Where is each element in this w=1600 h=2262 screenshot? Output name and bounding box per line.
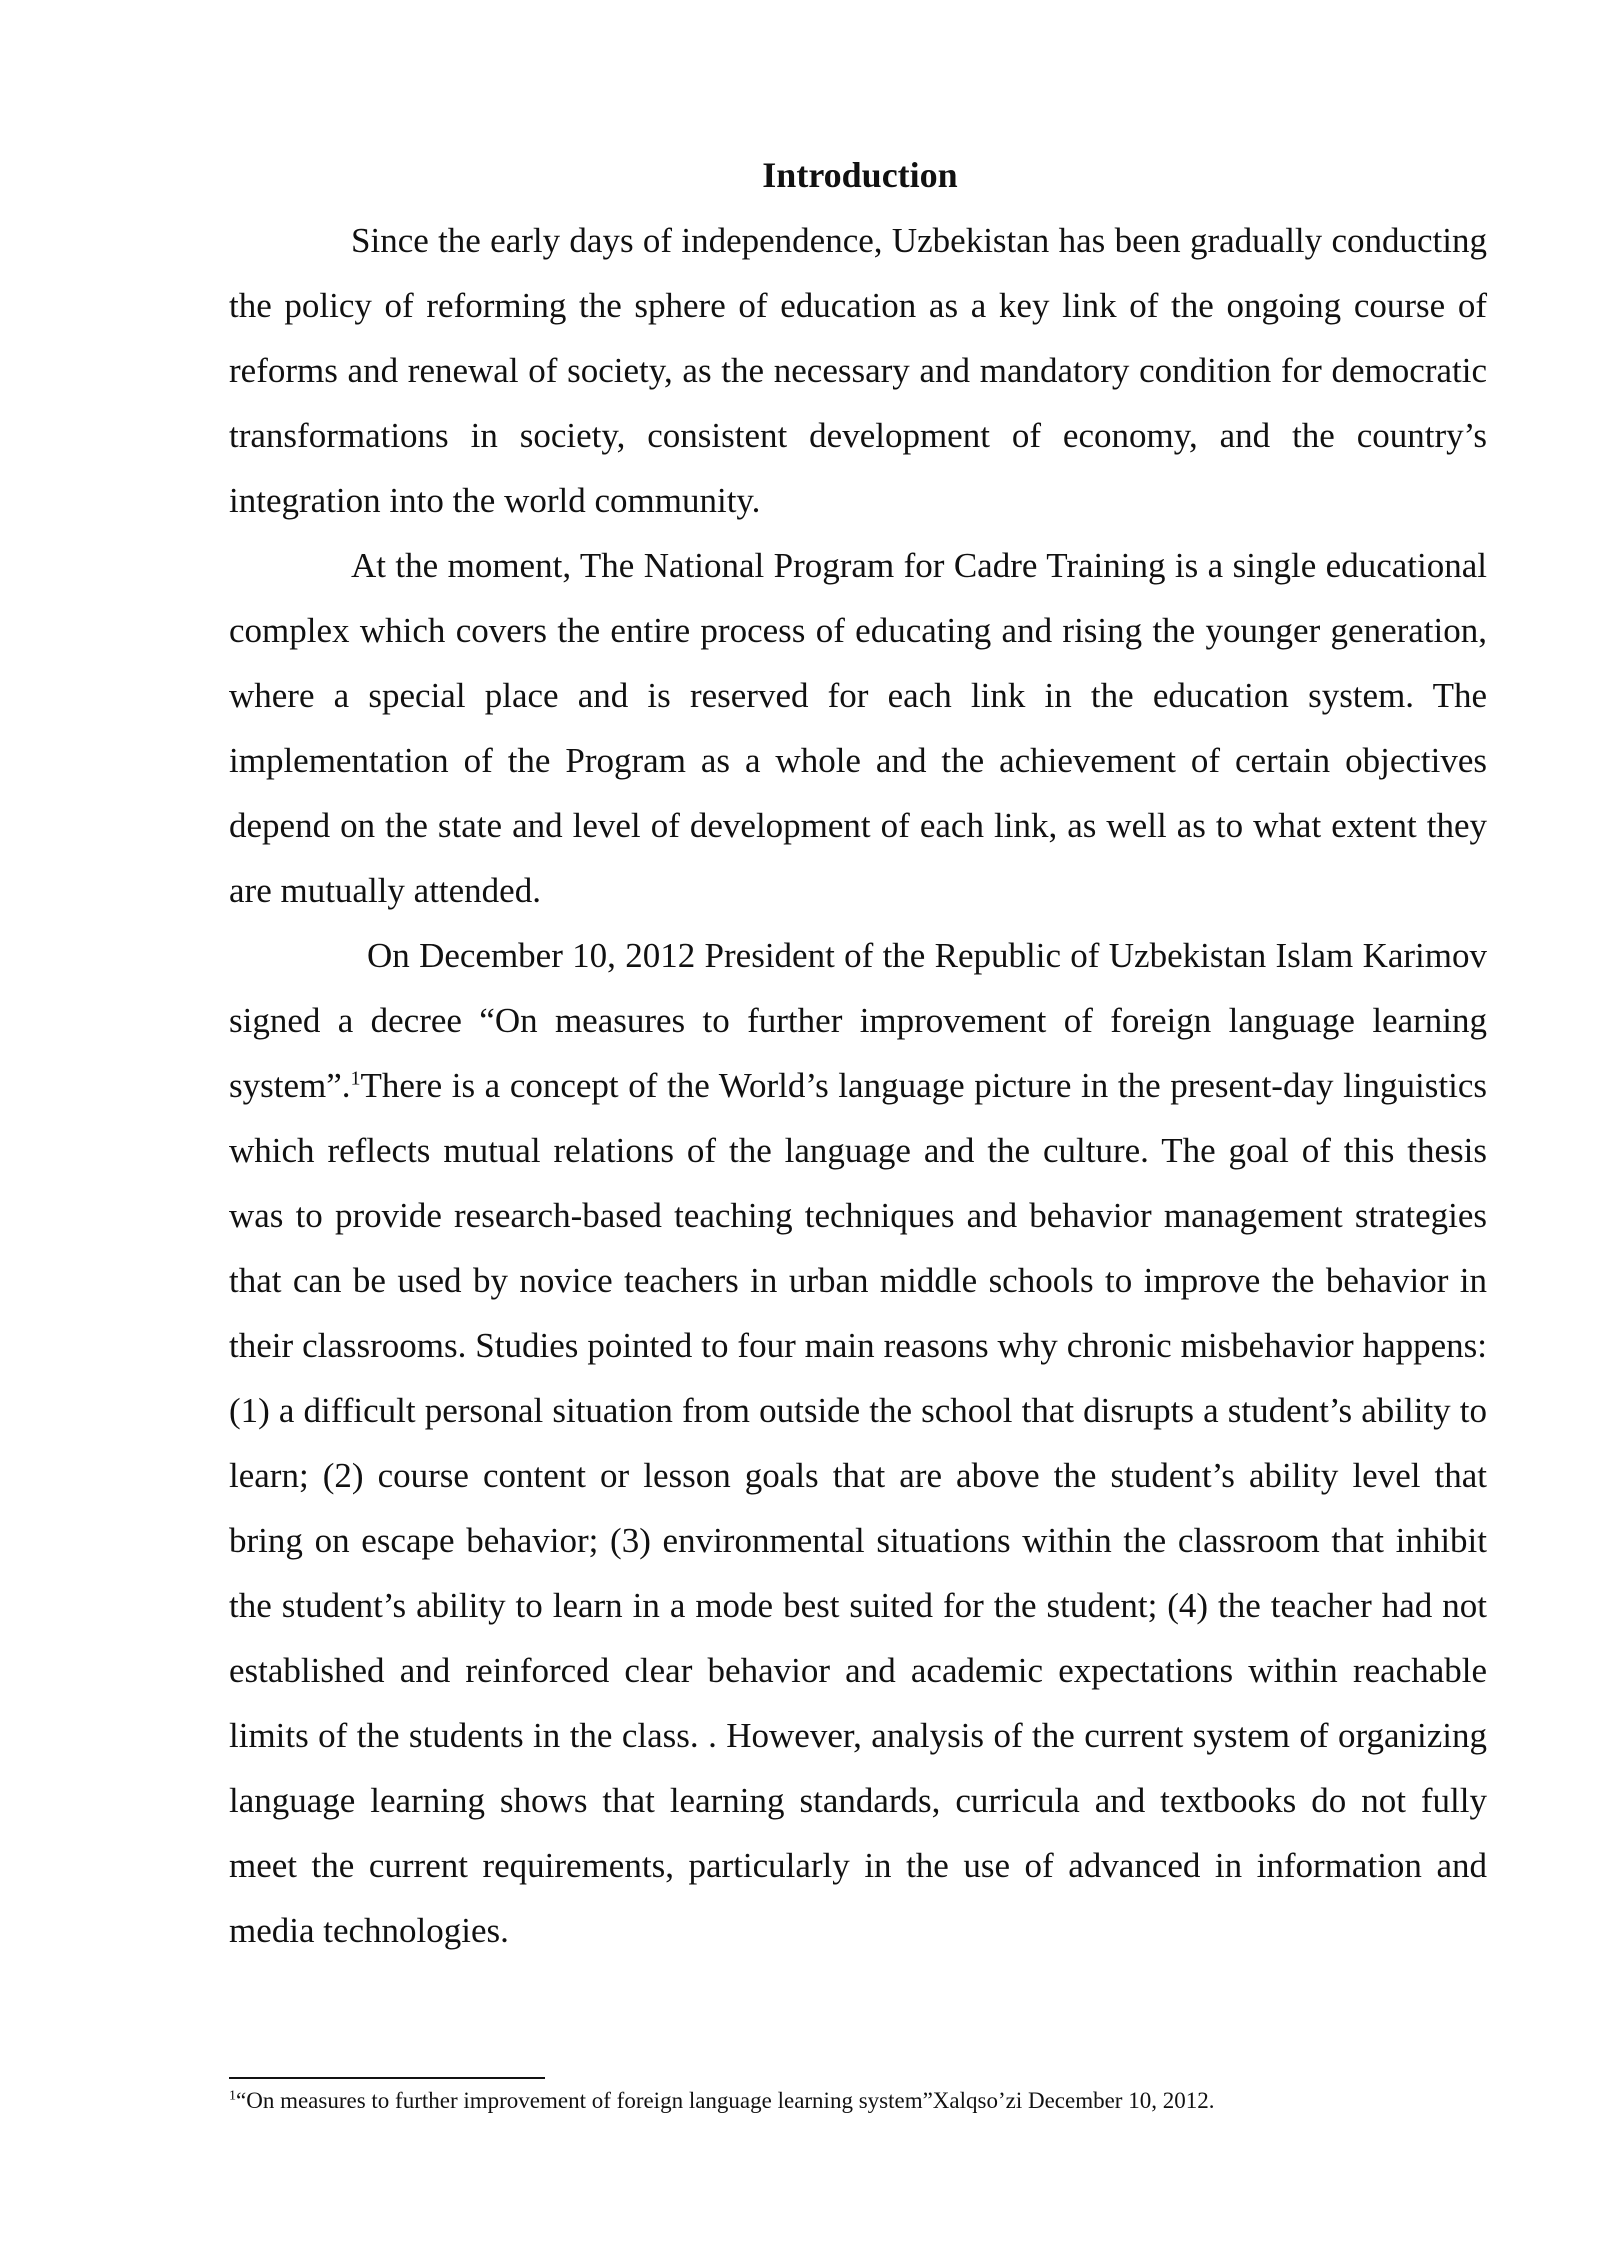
footnote-reference[interactable]: 1 [350,1067,361,1090]
paragraph-3-text-before-ref: On December 10, 2012 President of the Republic of Uzbekistan Islam Karimov signed a decree “On measures to further improvement of foreign language learning system”. [229,936,1487,1105]
footnote-text: “On measures to further improvement of foreign language learning system”Xalqso’zi December 10, 2012. [236,2088,1215,2113]
footnote [229,2086,1487,2116]
paragraph-3 [229,923,1487,1963]
footnote-mark: 1 [229,2088,236,2104]
paragraph-3-text-after-ref: There is a concept of the World’s language picture in the present-day linguistics which reflects mutual relations of the language and the culture. The goal of this thesis was to provide research-based teaching techniques and behavior management strategies that can be used by novice teachers in urban middle schools to improve the behavior in their classrooms. Studies pointed to four main reasons why chronic misbehavior happens: (1) a difficult personal situation from outside the school that disrupts a student’s ability to learn; (2) course content or lesson goals that are above the student’s ability level that bring on escape behavior; (3) environmental situations within the classroom that inhibit the student’s ability to learn in a mode best suited for the student; (4) the teacher had not established and reinforced clear behavior and academic expectations within reachable limits of the students in the class. . However, analysis of the current system of organizing language learning shows that learning standards, curricula and textbooks do not fully meet the current requirements, particularly in the use of advanced in information and media technologies. [229,1066,1487,1950]
paragraph-1: Since the early days of independence, Uzbekistan has been gradually conducting the policy of reforming the sphere of education as a key link of the ongoing course of reforms and renewal of society, as the necessary and mandatory condition for democratic transformations in society, consistent development of economy, and the country’s integration into the world community. [229,221,1487,520]
paragraph-2: At the moment, The National Program for Cadre Training is a single educational complex which covers the entire process of educating and rising the younger generation, where a special place and is reserved for each link in the education system. The implementation of the Program as a whole and the achievement of certain objectives depend on the state and level of development of each link, as well as to what extent they are mutually attended. [229,546,1487,910]
footnote-separator [229,2077,545,2079]
document-title: Introduction [762,155,958,195]
document-body [229,208,1487,1963]
